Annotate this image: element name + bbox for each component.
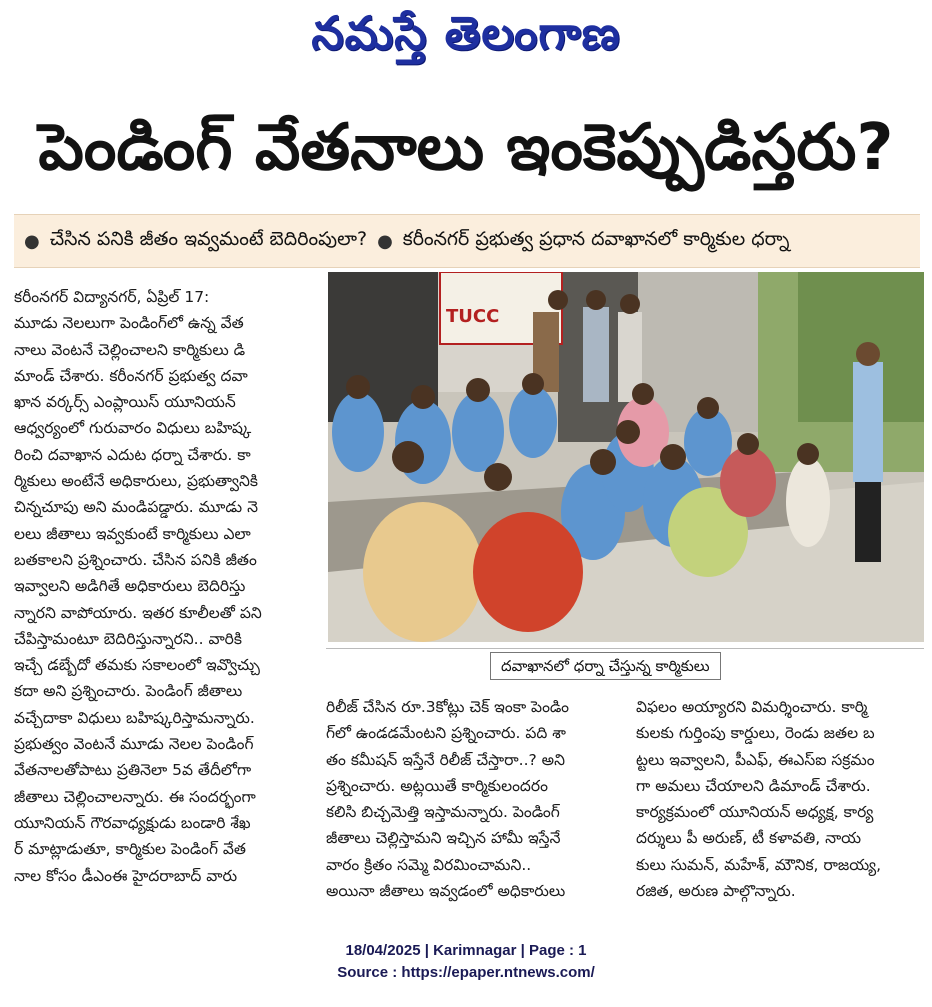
edition-info: 18/04/2025 | Karimnagar | Page : 1 xyxy=(345,942,587,959)
article-line: మాండ్ చేశారు. కరీంనగర్ ప్రభుత్వ దవా xyxy=(14,366,248,385)
article-line: కలిసి బిచ్చమెత్తి ఇస్తామన్నారు. పెండింగ్ xyxy=(326,803,560,822)
subheading-1-text: చేసిన పనికి జీతం ఇవ్వమంటే బెదిరింపులా? xyxy=(49,227,368,250)
source-link[interactable]: Source : https://epaper.ntnews.com/ xyxy=(337,964,595,981)
article-line: కరీంనగర్ విద్యానగర్, ఏప్రిల్ 17: xyxy=(14,288,210,306)
article-line: తం కమీషన్ ఇస్తేనే రిలీజ్ చేస్తారా..? అని xyxy=(326,750,565,769)
article-line: ప్రభుత్వం వెంటనే మూడు నెలల పెండింగ్ xyxy=(14,735,254,754)
article-line: వారం క్రితం సమ్మె విరమించామని.. xyxy=(326,855,532,874)
article-line: యూనియన్ గౌరవాధ్యక్షుడు బండారి శేఖ xyxy=(14,813,251,832)
headline: పెండింగ్ వేతనాలు ఇంకెప్పుడిస్తరు? xyxy=(38,111,894,185)
article-line: ఆధ్వర్యంలో గురువారం విధులు బహిష్క xyxy=(14,419,252,438)
article-line: దర్శులు పీ అరుణ్, టీ కళావతి, నాయ xyxy=(636,829,862,848)
article-line: ప్రశ్నించారు. అట్లయితే కార్మికులందరం xyxy=(326,776,548,795)
article-line: ఇవ్వాలని అడిగితే అధికారులు బెదిరిస్తు xyxy=(14,577,246,596)
article-line: గ్‌లో ఉండడమేంటని ప్రశ్నించారు. పది శా xyxy=(326,724,566,743)
article-line: మూడు నెలలుగా పెండింగ్‌లో ఉన్న వేత xyxy=(14,314,244,333)
article-line: చిన్నచూపు అని మండిపడ్డారు. మూడు నె xyxy=(14,498,258,517)
news-photo xyxy=(328,272,924,642)
banner-text: TUCC xyxy=(446,306,500,327)
article-column-3 xyxy=(636,694,926,916)
bullet-icon: ● xyxy=(377,230,393,252)
article-line: కులకు గుర్తింపు కార్డులు, రెండు జతల బ xyxy=(636,724,875,743)
article-line: లలు జీతాలు ఇవ్వకుంటే కార్మికులు ఎలా xyxy=(14,524,251,543)
article-line: కులు సుమన్, మహేశ్, మౌనిక, రాజయ్య, xyxy=(636,855,882,874)
article-line: జీతాలు చెల్లించాలన్నారు. ఈ సందర్భంగా xyxy=(14,787,256,806)
article-line: బతకాలని ప్రశ్నించారు. చేసిన పనికి జీతం xyxy=(14,550,257,569)
bullet-icon: ● xyxy=(24,230,40,252)
article-line: వేతనాలతోపాటు ప్రతినెలా 5వ తేదీలోగా xyxy=(14,761,252,780)
article-line: నాలు వెంటనే చెల్లించాలని కార్మికులు డి xyxy=(14,340,246,359)
article-line: గా అమలు చేయాలని డిమాండ్ చేశారు. xyxy=(636,776,871,795)
article-line: అయినా జీతాలు ఇవ్వడంలో అధికారులు xyxy=(326,882,566,901)
article-line: నాల కోసం డీఎంఈ హైదరాబాద్ వారు xyxy=(14,866,238,885)
article-line: న్నారని వాపోయారు. ఇతర కూలీలతో పని xyxy=(14,603,262,622)
subheading-1 xyxy=(14,228,367,255)
protest-photo-illustration xyxy=(328,272,924,642)
article-line: రించి దవాఖాన ఎదుట ధర్నా చేశారు. కా xyxy=(14,445,251,464)
article-line: జీతాలు చెల్లిస్తామని ఇచ్చిన హామీ ఇస్తేనే xyxy=(326,829,561,848)
article-column-1 xyxy=(14,284,310,916)
article-line: రజిత, అరుణ పాల్గొన్నారు. xyxy=(636,882,796,901)
subheading-bar xyxy=(14,214,920,268)
article-line: రిలీజ్ చేసిన రూ.3కోట్లు చెక్ ఇంకా పెండిం xyxy=(326,698,570,716)
subheading-2 xyxy=(367,228,789,255)
subheading-2-text: కరీంనగర్ ప్రభుత్వ ప్రధాన దవాఖానలో కార్మికుల ధర్నా xyxy=(402,227,790,250)
article-line: వచ్చేదాకా విధులు బహిష్కరిస్తామన్నారు. xyxy=(14,708,255,727)
article-line: ఖాన వర్కర్స్ ఎంప్లాయిస్ యూనియన్ xyxy=(14,393,236,412)
page-footer xyxy=(0,940,932,984)
article-line: కదా అని ప్రశ్నించారు. పెండింగ్ జీతాలు xyxy=(14,682,243,701)
article-line: ర్మికులు అంటేనే అధికారులు, ప్రభుత్వానికి xyxy=(14,472,258,491)
newspaper-logo: నమస్తే తెలంగాణ xyxy=(311,6,621,60)
article-line: ర్ మాట్లాడుతూ, కార్మికుల పెండింగ్ వేత xyxy=(14,840,246,859)
photo-caption: దవాఖానలో ధర్నా చేస్తున్న కార్మికులు xyxy=(490,652,721,680)
article-line: చేపిస్తామంటూ బెదిరిస్తున్నారని.. వారికి xyxy=(14,629,242,648)
article-line: ఇచ్చే డబ్బేదో తమకు సకాలంలో ఇవ్వొచ్చు xyxy=(14,656,260,675)
article-line: ట్టలు ఇవ్వాలని, పీఎఫ్, ఈఎస్ఐ సక్రమం xyxy=(636,750,875,769)
article-line: విఫలం అయ్యారని విమర్శించారు. కార్మి xyxy=(636,698,868,716)
article-line: కార్యక్రమంలో యూనియన్ అధ్యక్ష, కార్య xyxy=(636,803,874,822)
masthead xyxy=(0,0,932,72)
article-column-2 xyxy=(326,694,622,916)
